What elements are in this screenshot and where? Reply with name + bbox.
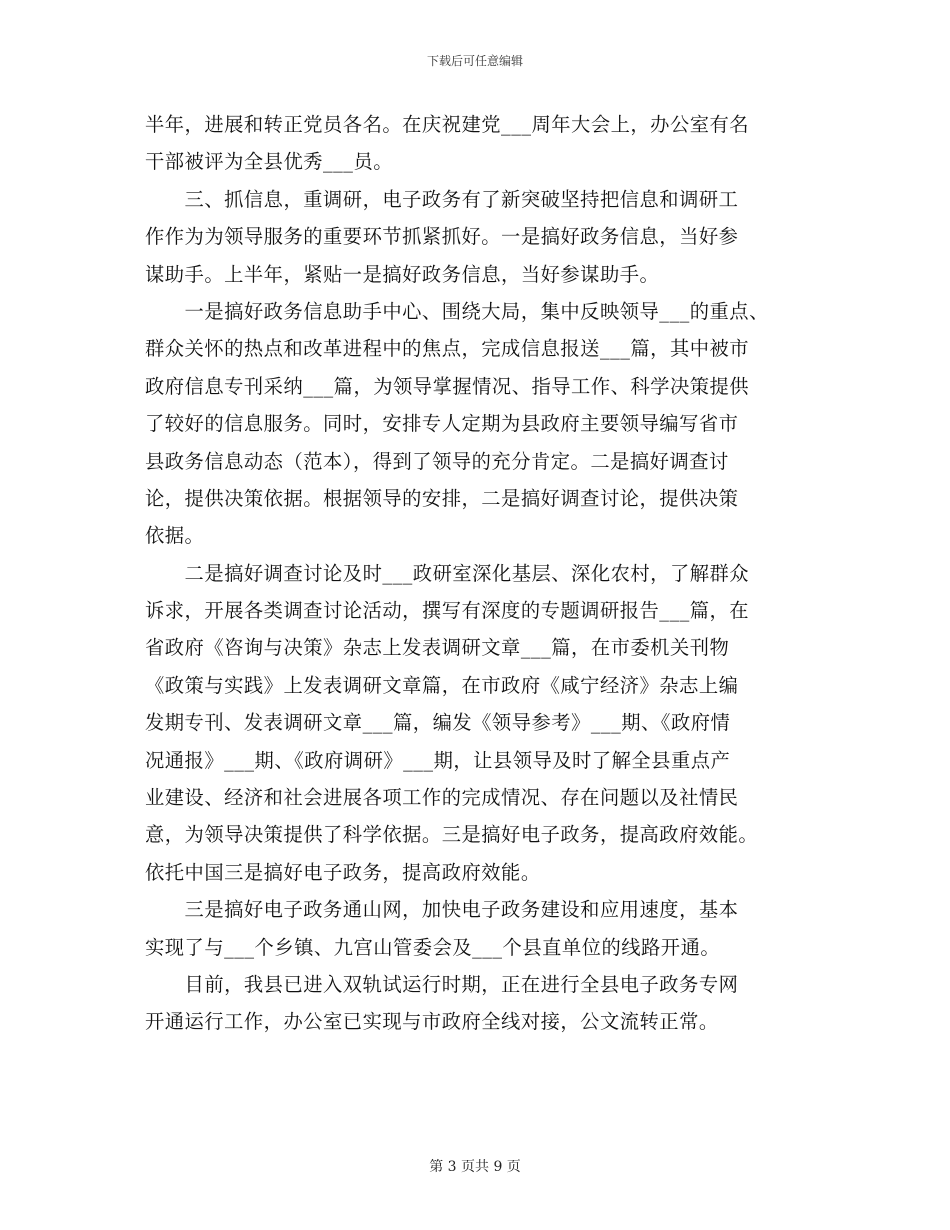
text-line: 县政务信息动态（范本），得到了领导的充分肯定。二是搞好调查讨 — [145, 449, 729, 473]
text-line: 作作为为领导服务的重要环节抓紧抓好。一是搞好政务信息，当好参 — [145, 225, 739, 249]
document-body — [145, 106, 815, 1041]
text-line: 况通报》___期、《政府调研》___期，让县领导及时了解全县重点产 — [145, 748, 731, 772]
text-line: 省政府《咨询与决策》杂志上发表调研文章___篇，在市委机关刊物 — [145, 636, 730, 660]
text-line: 一是搞好政务信息助手中心、围绕大局，集中反映领导___的重点、 — [145, 299, 769, 323]
page-number-footer: 第 3 页共 9 页 — [429, 1159, 521, 1175]
text-line: 实现了与___个乡镇、九宫山管委会及___个县直单位的线路开通。 — [145, 935, 721, 959]
text-line: 开通运行工作，办公室已实现与市政府全线对接，公文流转正常。 — [145, 1010, 719, 1034]
text-line: 业建设、经济和社会进展各项工作的完成情况、存在问题以及社情民 — [145, 786, 739, 810]
text-line: 发期专刊、发表调研文章___篇，编发《领导参考》___期、《政府情 — [145, 711, 731, 735]
text-line: 诉求，开展各类调查讨论活动，撰写有深度的专题调研报告___篇，在 — [145, 599, 750, 623]
text-line: 谋助手。上半年，紧贴一是搞好政务信息，当好参谋助手。 — [145, 262, 660, 286]
text-line: 目前，我县已进入双轨试运行时期，正在进行全县电子政务专网 — [145, 972, 739, 996]
text-line: 二是搞好调查讨论及时___政研室深化基层、深化农村，了解群众 — [145, 561, 750, 585]
text-line: 群众关怀的热点和改革进程中的焦点，完成信息报送___篇，其中被市 — [145, 337, 750, 361]
text-line: 依托中国三是搞好电子政务，提高政府效能。 — [145, 860, 541, 884]
text-line: 干部被评为全县优秀___员。 — [145, 150, 394, 174]
text-line: 依据。 — [145, 524, 205, 548]
text-line: 三、抓信息，重调研，电子政务有了新突破坚持把信息和调研工 — [145, 187, 739, 211]
text-line: 政府信息专刊采纳___篇，为领导掌握情况、指导工作、科学决策提供 — [145, 374, 750, 398]
text-line: 三是搞好电子政务通山网，加快电子政务建设和应用速度，基本 — [145, 898, 739, 922]
page-header: 下载后可任意编辑 — [426, 54, 523, 68]
text-line: 《政策与实践》上发表调研文章篇，在市政府《咸宁经济》杂志上编 — [145, 673, 739, 697]
text-line: 论，提供决策依据。根据领导的安排，二是搞好调查讨论，提供决策 — [145, 486, 739, 510]
text-line: 半年，进展和转正党员各名。在庆祝建党___周年大会上，办公室有名 — [145, 113, 750, 136]
text-line: 了较好的信息服务。同时，安排专人定期为县政府主要领导编写省市 — [145, 412, 739, 436]
text-line: 意，为领导决策提供了科学依据。三是搞好电子政务，提高政府效能。 — [145, 823, 759, 847]
